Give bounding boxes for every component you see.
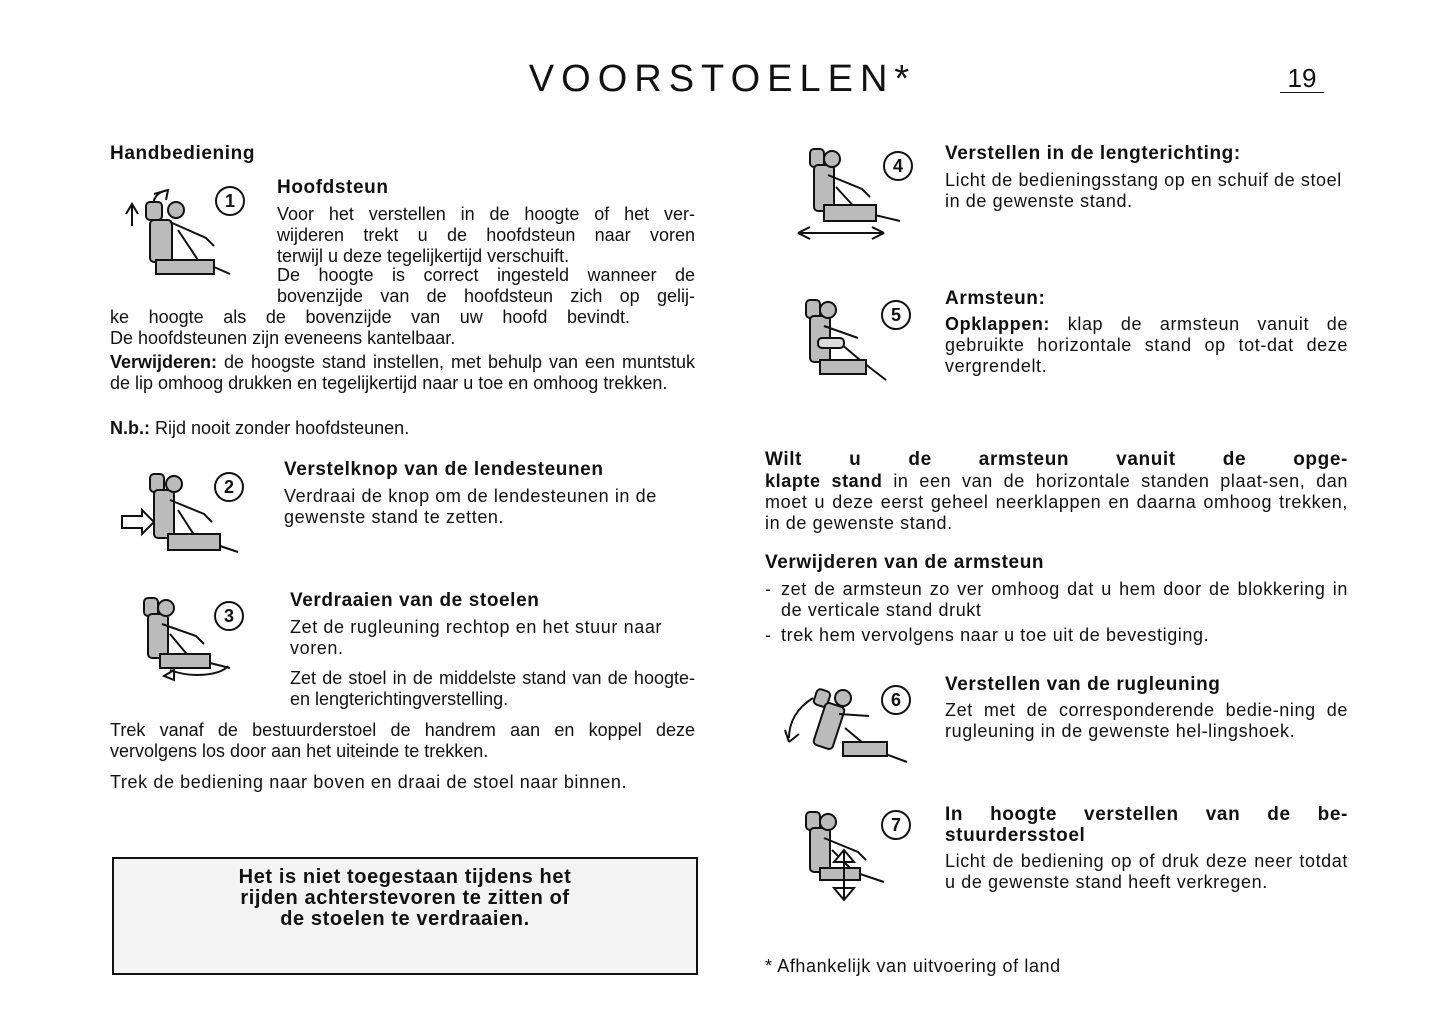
item5-text xyxy=(945,314,1348,376)
item1-remove-paragraph xyxy=(110,352,695,394)
remove-text: de hoogste stand instellen, met behulp van een muntstuk de lip omhoog drukken en tegelijkertijd naar u toe en omhoog trekken. xyxy=(110,352,695,393)
item3-text1: Zet de rugleuning rechtop en het stuur naar voren. xyxy=(290,617,663,658)
item-number-5: 5 xyxy=(881,300,911,330)
bullet-dash-1: - xyxy=(765,579,772,599)
item-number-4: 4 xyxy=(883,151,913,181)
item1-heading: Hoofdsteun xyxy=(277,177,389,198)
item1-line7: De hoofdsteunen zijn eveneens kantelbaar. xyxy=(110,328,456,348)
item7-heading: In hoogte verstellen van de be-stuurdersstoel xyxy=(945,804,1348,846)
item1-line5: bovenzijde van de hoofdsteun zich op gelij- xyxy=(277,286,695,306)
item4-heading: Verstellen in de lengterichting: xyxy=(945,143,1241,164)
item6-heading: Verstellen van de rugleuning xyxy=(945,674,1221,695)
item-number-7: 7 xyxy=(881,810,911,840)
armrest-paragraph-line1: Wilt u de armsteun vanuit de opge- xyxy=(765,449,1348,470)
item2-text: Verdraai de knop om de lendesteunen in de gewenste stand te zetten. xyxy=(284,486,657,527)
item-number-3: 3 xyxy=(214,601,244,631)
item3-text4: Trek de bediening naar boven en draai de stoel naar binnen. xyxy=(110,772,628,792)
item2-heading: Verstelknop van de lendesteunen xyxy=(284,459,604,480)
armrest-paragraph-body xyxy=(765,471,1348,533)
item7-text: Licht de bediening op of druk deze neer totdat u de gewenste stand heeft verkregen. xyxy=(945,851,1348,892)
item1-line3: terwijl u deze tegelijkertijd verschuift. xyxy=(277,246,570,266)
item-number-2: 2 xyxy=(214,472,244,502)
section-title-handbediening: Handbediening xyxy=(110,143,256,164)
item3-text3: Trek vanaf de bestuurderstoel de handrem aan en koppel deze vervolgens los door aan het uiteinde te trekken. xyxy=(110,720,695,761)
item-number-6: 6 xyxy=(881,685,911,715)
item1-nb-paragraph xyxy=(110,418,695,439)
footnote: * Afhankelijk van uitvoering of land xyxy=(765,956,1061,976)
item-number-1: 1 xyxy=(215,186,245,216)
page-title: VOORSTOELEN* xyxy=(528,58,917,100)
item1-line4: De hoogte is correct ingesteld wanneer de xyxy=(277,265,695,285)
armrest-rest: in een van de horizontale standen plaat-sen, dan moet u deze eerst geheel neerklappen en daarna omhoog trekken, in de gewenste stand. xyxy=(765,471,1349,533)
nb-text: Rijd nooit zonder hoofdsteunen. xyxy=(155,418,410,438)
item1-line2: wijderen trekt u de hoofdsteun naar voren xyxy=(277,225,695,245)
fold-text: klap de armsteun vanuit de gebruikte horizontale stand op tot-dat deze vergrendelt. xyxy=(945,314,1348,376)
remove-armrest-heading: Verwijderen van de armsteun xyxy=(765,552,1045,573)
item6-text: Zet met de corresponderende bedie-ning de rugleuning in de gewenste hel-lingshoek. xyxy=(945,700,1348,741)
remove-label: Verwijderen: xyxy=(110,352,218,372)
item4-text: Licht de bedieningsstang op en schuif de stoel in de gewenste stand. xyxy=(945,170,1342,211)
page-number: 19 xyxy=(1280,64,1324,93)
item5-heading: Armsteun: xyxy=(945,288,1046,309)
remove-armrest-bullet2: trek hem vervolgens naar u toe uit de bevestiging. xyxy=(781,625,1210,645)
item3-text2: Zet de stoel in de middelste stand van de hoogte- en lengterichtingverstelling. xyxy=(290,668,695,709)
seat-height-icon xyxy=(804,810,890,904)
item3-heading: Verdraaien van de stoelen xyxy=(290,590,540,611)
fold-label: Opklappen: xyxy=(945,314,1051,334)
nb-label: N.b.: xyxy=(110,418,150,438)
item1-line6: ke hoogte als de bovenzijde van uw hoofd bevindt. xyxy=(110,307,630,327)
remove-armrest-bullet1: zet de armsteun zo ver omhoog dat u hem door de blokkering in de verticale stand drukt xyxy=(781,579,1348,620)
bullet-dash-2: - xyxy=(765,625,772,645)
armrest-bold-part: klapte stand xyxy=(765,471,883,491)
item1-line1: Voor het verstellen in de hoogte of het ver- xyxy=(277,204,695,224)
warning-text: Het is niet toegestaan tijdens het rijden achterstevoren te zitten of de stoelen te verdraaien. xyxy=(238,866,572,930)
